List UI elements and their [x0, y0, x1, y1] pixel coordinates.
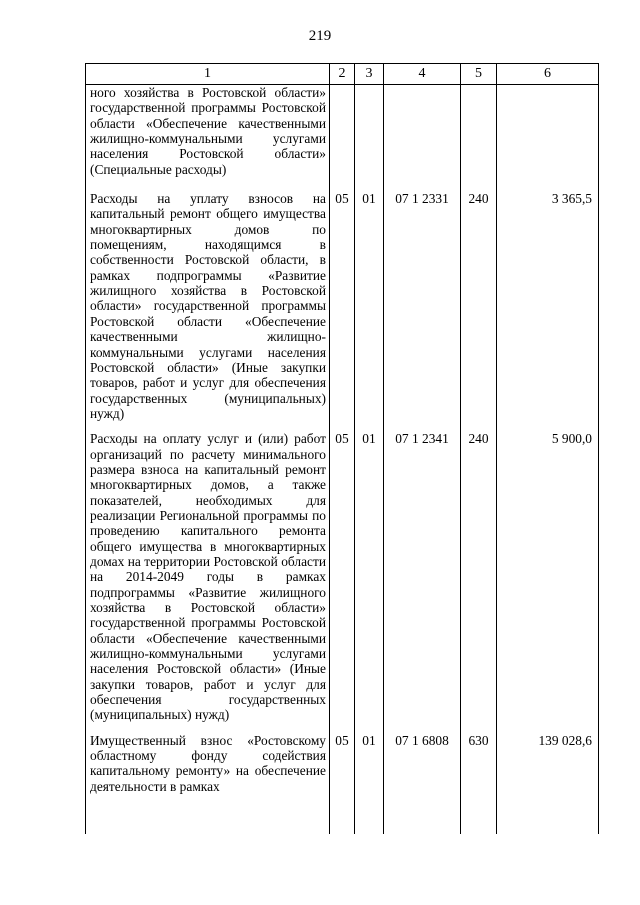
column-header-description: 1 [86, 64, 330, 85]
table-body [86, 85, 599, 835]
row-expense-type: 630 [461, 733, 497, 834]
row-target-article: 07 1 6808 [384, 733, 461, 834]
row-amount: 139 028,6 [497, 733, 599, 834]
column-header-subsection: 3 [355, 64, 384, 85]
row-subsection: 01 [355, 733, 384, 834]
row-description: Расходы на оплату услуг и (или) работ организаций по расчету минимального размера взноса на капитальный ремонт многоквартирных домов, а также показателей, необходимых для реализации Региональной программы по проведению капитального ремонта общего имущества в многоквартирных домах на территории Ростовской области на 2014-2049 годы в рамках подпрограммы «Развитие жилищного хозяйства в Ростовской области» государственной программы Ростовской области «Обеспечение качественными жилищно-коммунальными услугами населения Ростовской области» (Иные закупки товаров, работ и услуг для обеспечения государственных (муниципальных) нужд) [86, 431, 330, 733]
row-subsection [355, 85, 384, 192]
column-header-section: 2 [330, 64, 355, 85]
row-expense-type: 240 [461, 191, 497, 431]
row-target-article [384, 85, 461, 192]
row-description: Имущественный взнос «Ростовскому областному фонду содействия капитальному ремонту» на обеспечение деятельности в рамках [86, 733, 330, 834]
row-amount: 5 900,0 [497, 431, 599, 733]
table-row [86, 431, 599, 733]
row-section [330, 85, 355, 192]
table-row [86, 733, 599, 834]
row-description: ного хозяйства в Ростовской области» государственной программы Ростовской области «Обеспечение качественными жилищно-коммунальными услугами населения Ростовской области» (Специальные расходы) [86, 85, 330, 192]
budget-table [85, 63, 599, 834]
row-expense-type [461, 85, 497, 192]
row-amount [497, 85, 599, 192]
row-target-article: 07 1 2341 [384, 431, 461, 733]
page-number: 219 [308, 28, 332, 44]
row-subsection: 01 [355, 431, 384, 733]
row-section: 05 [330, 733, 355, 834]
row-section: 05 [330, 191, 355, 431]
row-description: Расходы на уплату взносов на капитальный ремонт общего имущества многоквартирных домов по помещениям, находящимся в собственности Ростовской области, в рамках подпрограммы «Развитие жилищного хозяйства в Ростовской области» государственной программы Ростовской области «Обеспечение качественными жилищно-коммунальными услугами населения Ростовской области» (Иные закупки товаров, работ и услуг для обеспечения государственных (муниципальных) нужд) [86, 191, 330, 431]
header-row [86, 64, 599, 85]
row-subsection: 01 [355, 191, 384, 431]
table-row [86, 191, 599, 431]
table-row [86, 85, 599, 192]
row-amount: 3 365,5 [497, 191, 599, 431]
row-target-article: 07 1 2331 [384, 191, 461, 431]
row-expense-type: 240 [461, 431, 497, 733]
table-header [86, 64, 599, 85]
column-header-target-article: 4 [384, 64, 461, 85]
column-header-amount: 6 [497, 64, 599, 85]
column-header-expense-type: 5 [461, 64, 497, 85]
row-section: 05 [330, 431, 355, 733]
